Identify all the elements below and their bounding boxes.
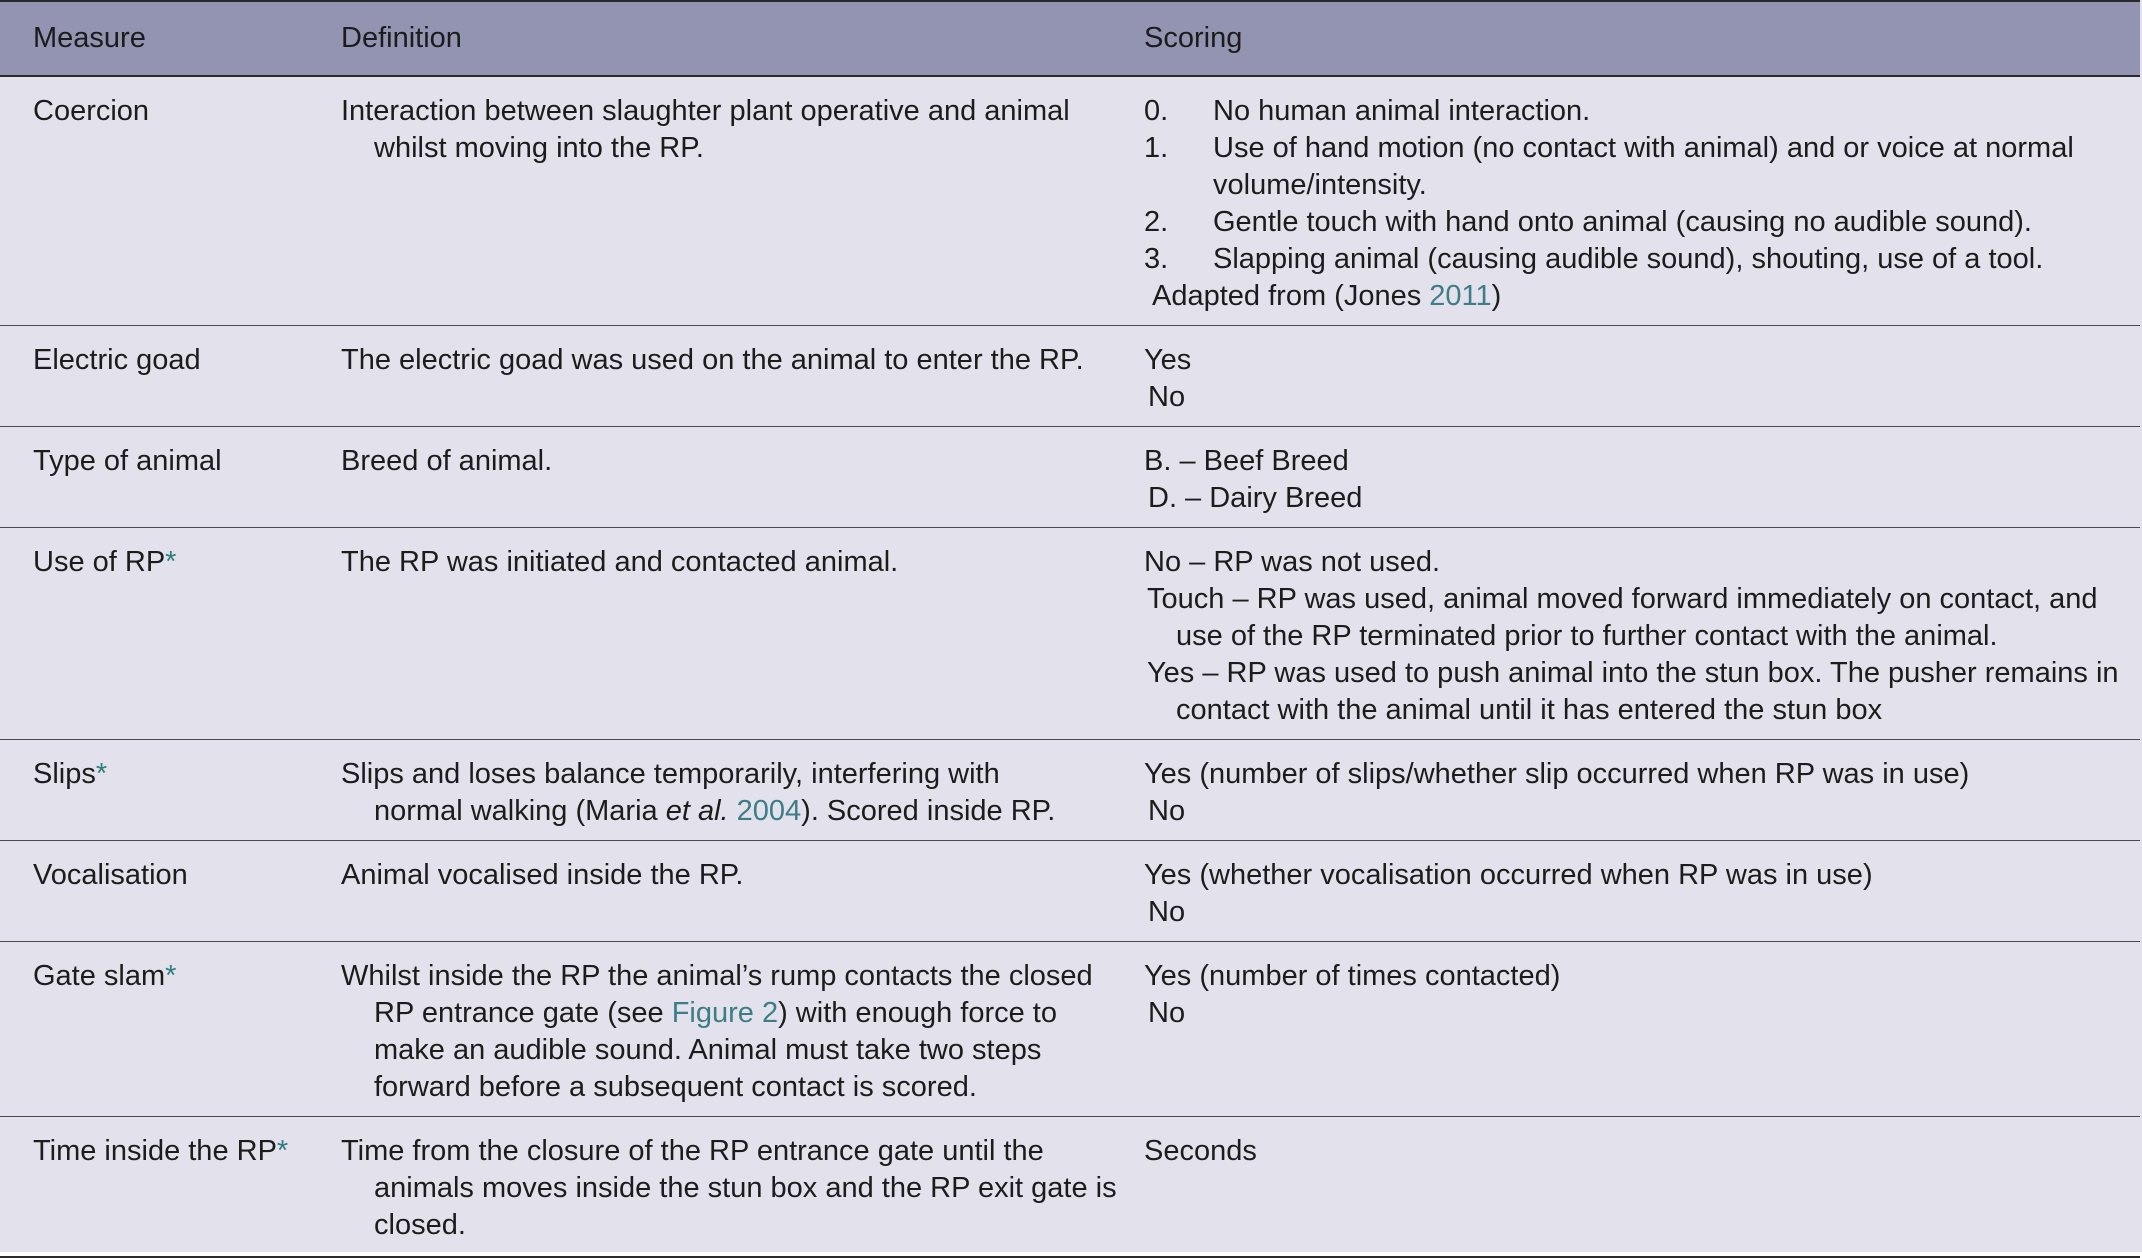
table-row bbox=[0, 76, 2140, 326]
scoring-line: D. – Dairy Breed bbox=[1148, 482, 1363, 514]
scoring-cell bbox=[1144, 942, 2140, 1117]
scoring-line: Touch – RP was used, animal moved forward immediately on contact, and use of the RP terminated prior to further contact with the animal. bbox=[1147, 583, 2098, 652]
measure-cell bbox=[0, 427, 341, 528]
measure-label: Vocalisation bbox=[33, 859, 188, 891]
scoring-line: No bbox=[1148, 896, 1186, 928]
adapted-suffix: ) bbox=[1491, 280, 1502, 312]
measure-label: Use of RP bbox=[33, 546, 166, 578]
citation-link[interactable]: 2004 bbox=[736, 795, 802, 827]
adapted-note bbox=[1144, 278, 2139, 315]
scoring-item bbox=[1144, 204, 2139, 241]
definition-cell bbox=[341, 76, 1144, 326]
measure-cell bbox=[0, 1117, 341, 1257]
measure-label: Coercion bbox=[33, 95, 150, 127]
table-row bbox=[0, 528, 2140, 740]
scoring-line: Seconds bbox=[1144, 1135, 1257, 1167]
asterisk-mark: * bbox=[95, 758, 108, 790]
scoring-line: No bbox=[1148, 997, 1186, 1029]
definition-prefix: Whilst inside the RP the animal’s rump contacts the closed RP entrance gate (see bbox=[341, 960, 1093, 1029]
asterisk-mark: * bbox=[165, 546, 177, 578]
header-definition: Definition bbox=[341, 22, 462, 54]
scoring-line: Yes – RP was used to push animal into the stun box. The pusher remains in contact with the animal until it has entered the stun box bbox=[1147, 657, 2119, 726]
scoring-text: No human animal interaction. bbox=[1213, 95, 1591, 127]
definition-text: Breed of animal. bbox=[341, 445, 553, 477]
scoring-cell bbox=[1144, 326, 2140, 427]
scoring-line: Yes (number of slips/whether slip occurred when RP was in use) bbox=[1144, 758, 1970, 790]
measure-label: Electric goad bbox=[33, 344, 201, 376]
scoring-number: 1. bbox=[1144, 132, 1169, 164]
adapted-prefix: Adapted from (Jones bbox=[1152, 280, 1430, 312]
scoring-cell bbox=[1144, 841, 2140, 942]
scoring-line: Yes (whether vocalisation occurred when RP was in use) bbox=[1144, 859, 1873, 891]
definition-suffix: ) with enough force to make an audible sound. Animal must take two steps forward before a subsequent contact is scored. bbox=[374, 997, 1057, 1103]
table-header-row bbox=[0, 1, 2140, 76]
scoring-cell bbox=[1144, 76, 2140, 326]
header-scoring: Scoring bbox=[1144, 22, 1243, 54]
definition-cell bbox=[341, 326, 1144, 427]
scoring-text: Slapping animal (causing audible sound), shouting, use of a tool. bbox=[1213, 243, 2044, 275]
definition-cell bbox=[341, 427, 1144, 528]
scoring-number: 3. bbox=[1144, 243, 1169, 275]
asterisk-mark: * bbox=[165, 960, 177, 992]
definition-text bbox=[341, 958, 1143, 1106]
definition-cell bbox=[341, 1117, 1144, 1257]
scoring-item bbox=[1144, 130, 2139, 204]
scoring-text: Gentle touch with hand onto animal (causing no audible sound). bbox=[1213, 206, 2032, 238]
table-row bbox=[0, 942, 2140, 1117]
scoring-number: 2. bbox=[1144, 206, 1169, 238]
measure-cell bbox=[0, 76, 341, 326]
table-row bbox=[0, 427, 2140, 528]
table-row bbox=[0, 326, 2140, 427]
scoring-line: Yes bbox=[1144, 344, 1192, 376]
definition-text: The RP was initiated and contacted animal. bbox=[341, 546, 899, 578]
table-row bbox=[0, 841, 2140, 942]
definition-text: Time from the closure of the RP entrance gate until the animals moves inside the stun box and the RP exit gate is closed. bbox=[341, 1135, 1117, 1241]
scoring-item bbox=[1144, 93, 2139, 130]
measure-cell bbox=[0, 326, 341, 427]
definition-prefix: Slips and loses balance temporarily, interfering with normal walking (Maria bbox=[341, 758, 1000, 827]
definition-text bbox=[341, 756, 1143, 830]
definition-cell bbox=[341, 841, 1144, 942]
definition-cell bbox=[341, 942, 1144, 1117]
scoring-line: No – RP was not used. bbox=[1144, 546, 1441, 578]
scoring-line: No bbox=[1148, 795, 1186, 827]
definition-suffix: ). Scored inside RP. bbox=[801, 795, 1056, 827]
scoring-text: Use of hand motion (no contact with animal) and or voice at normal volume/intensity. bbox=[1213, 132, 2074, 201]
scoring-list bbox=[1144, 93, 2139, 278]
measure-cell bbox=[0, 942, 341, 1117]
table-row bbox=[0, 740, 2140, 841]
measure-label: Gate slam bbox=[33, 960, 166, 992]
definition-text: The electric goad was used on the animal to enter the RP. bbox=[341, 344, 1084, 376]
table-row bbox=[0, 1117, 2140, 1257]
citation-link[interactable]: 2011 bbox=[1429, 280, 1492, 312]
scoring-cell bbox=[1144, 740, 2140, 841]
definition-cell bbox=[341, 528, 1144, 740]
definition-italic: et al. bbox=[665, 795, 729, 827]
measure-label: Slips bbox=[33, 758, 96, 790]
measure-label: Time inside the RP bbox=[33, 1135, 277, 1167]
asterisk-mark: * bbox=[276, 1135, 289, 1167]
scoring-line: No bbox=[1148, 381, 1186, 413]
definition-text: Interaction between slaughter plant operative and animal whilst moving into the RP. bbox=[341, 95, 1070, 164]
measure-label: Type of animal bbox=[33, 445, 222, 477]
measure-cell bbox=[0, 841, 341, 942]
scoring-line: B. – Beef Breed bbox=[1144, 445, 1349, 477]
measure-cell bbox=[0, 528, 341, 740]
figure-link[interactable]: Figure 2 bbox=[671, 997, 779, 1029]
header-measure: Measure bbox=[33, 22, 146, 54]
scoring-cell bbox=[1144, 528, 2140, 740]
scoring-cell bbox=[1144, 1117, 2140, 1257]
definition-text: Animal vocalised inside the RP. bbox=[341, 859, 744, 891]
definition-cell bbox=[341, 740, 1144, 841]
scoring-cell bbox=[1144, 427, 2140, 528]
measure-cell bbox=[0, 740, 341, 841]
scoring-line: Yes (number of times contacted) bbox=[1144, 960, 1561, 992]
scoring-item bbox=[1144, 241, 2139, 278]
scoring-number: 0. bbox=[1144, 95, 1169, 127]
